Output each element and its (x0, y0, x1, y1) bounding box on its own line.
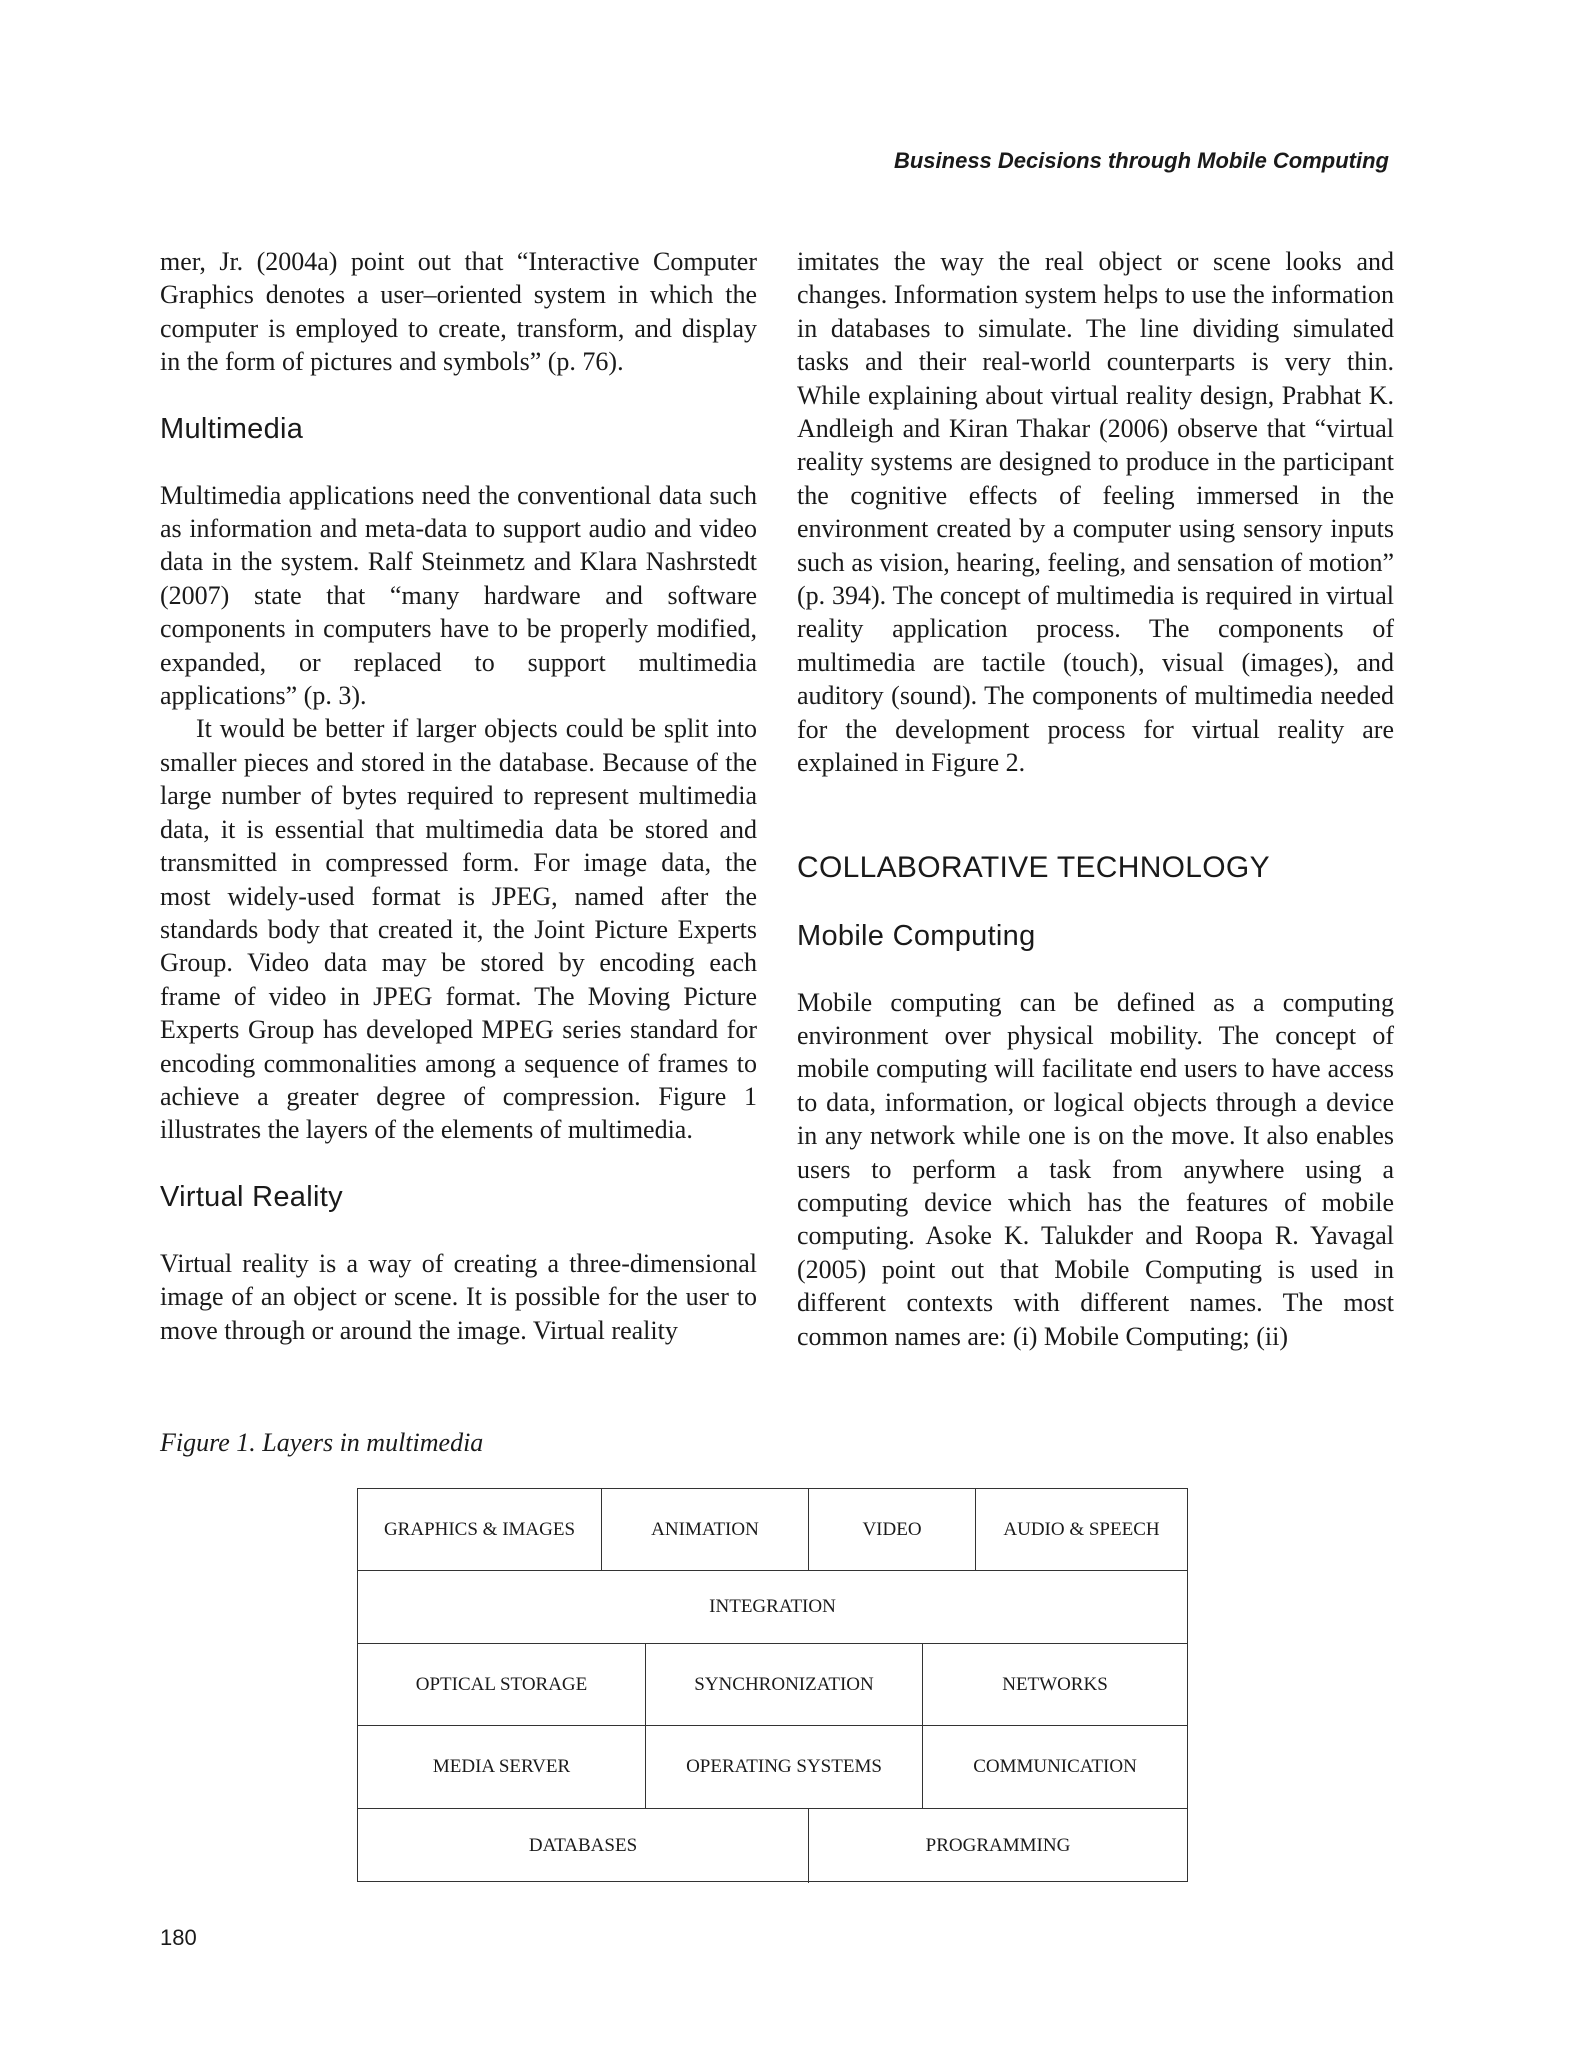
figure-cell: OPTICAL STORAGE (358, 1644, 646, 1725)
running-head: Business Decisions through Mobile Computing (893, 148, 1389, 173)
left-paragraph-1: mer, Jr. (2004a) point out that “Interactive Computer Graphics denotes a user–oriented system in which the computer is employed to create, transform, and display in the form of pictures and symbols” (p. 76). (160, 247, 757, 377)
right-column (797, 245, 1394, 1353)
heading-mobile-computing: Mobile Computing (797, 919, 1036, 952)
figure-cell: GRAPHICS & IMAGES (358, 1489, 602, 1570)
figure-cell: NETWORKS (1002, 1673, 1108, 1695)
left-paragraph-4: Virtual reality is a way of creating a three-dimensional image of an object or scene. It is possible for the user to move through or around the image. Virtual reality (160, 1248, 757, 1345)
figure-row-3 (358, 1644, 1187, 1726)
figure-cell: ANIMATION (602, 1489, 809, 1570)
figure-cell: DATABASES (358, 1809, 809, 1883)
left-paragraph-3: It would be better if larger objects could be split into smaller pieces and stored in the database. Because of the large number of bytes required to represent multimedia data, it is essential that multimedia data be stored and transmitted in compressed form. For image data, the most widely-used format is JPEG, named after the standards body that created it, the Joint Picture Experts Group. Video data may be stored by encoding each frame of video in JPEG format. The Moving Picture Experts Group has developed MPEG series standard for encoding commonalities among a sequence of frames to achieve a greater degree of compression. Figure 1 illustrates the layers of the elements of multimedia. (160, 714, 757, 1145)
heading-virtual-reality: Virtual Reality (160, 1180, 343, 1213)
left-paragraph-2: Multimedia applications need the conventional data such as information and meta-data to support audio and video data in the system. Ralf Steinmetz and Klara Nashrstedt (2007) state that “many hardware and software components in computers have to be properly modified, expanded, or replaced to support multimedia applications” (p. 3). (160, 480, 757, 711)
page-number: 180 (160, 1925, 197, 1950)
figure-cell: VIDEO (809, 1489, 976, 1570)
figure-row-4 (358, 1726, 1187, 1809)
figure-cell: MEDIA SERVER (358, 1726, 646, 1808)
left-column (160, 245, 757, 1347)
figure-row-5 (358, 1809, 1187, 1883)
right-paragraph-2: Mobile computing can be defined as a computing environment over physical mobility. The concept of mobile computing will facilitate end users to have access to data, information, or logical objects through a device in any network while one is on the move. It also enables users to perform a task from anywhere using a computing device which has the features of mobile computing. Asoke K. Talukder and Roopa R. Yavagal (2005) point out that Mobile Computing is used in different contexts with different names. The most common names are: (i) Mobile Computing; (ii) (797, 987, 1394, 1351)
figure-cell: SYNCHRONIZATION (646, 1644, 923, 1725)
figure-cell: PROGRAMMING (925, 1835, 1071, 1856)
figure-row-2 (358, 1571, 1187, 1644)
figure-caption: Figure 1. Layers in multimedia (160, 1428, 484, 1457)
heading-collaborative-technology: COLLABORATIVE TECHNOLOGY (797, 850, 1270, 884)
figure-cell: COMMUNICATION (973, 1756, 1137, 1777)
right-paragraph-1: imitates the way the real object or scene looks and changes. Information system helps to use the information in databases to simulate. The line dividing simulated tasks and their real-world counterparts is very thin. While explaining about virtual reality design, Prabhat K. Andleigh and Kiran Thakar (2006) observe that “virtual reality systems are designed to produce in the participant the cognitive effects of feeling immersed in the environment created by a computer using sensory inputs such as vision, hearing, feeling, and sensation of motion” (p. 394). The concept of multimedia is required in virtual reality application process. The components of multimedia are tactile (touch), visual (images), and auditory (sound). The components of multimedia needed for the development process for virtual reality are explained in Figure 2. (797, 247, 1394, 778)
figure-cell: AUDIO & SPEECH (1003, 1518, 1160, 1540)
figure-layers-diagram (357, 1488, 1188, 1882)
figure-row-1 (358, 1489, 1187, 1571)
figure-cell: INTEGRATION (709, 1596, 836, 1617)
heading-multimedia: Multimedia (160, 412, 304, 445)
figure-cell: OPERATING SYSTEMS (646, 1726, 923, 1808)
